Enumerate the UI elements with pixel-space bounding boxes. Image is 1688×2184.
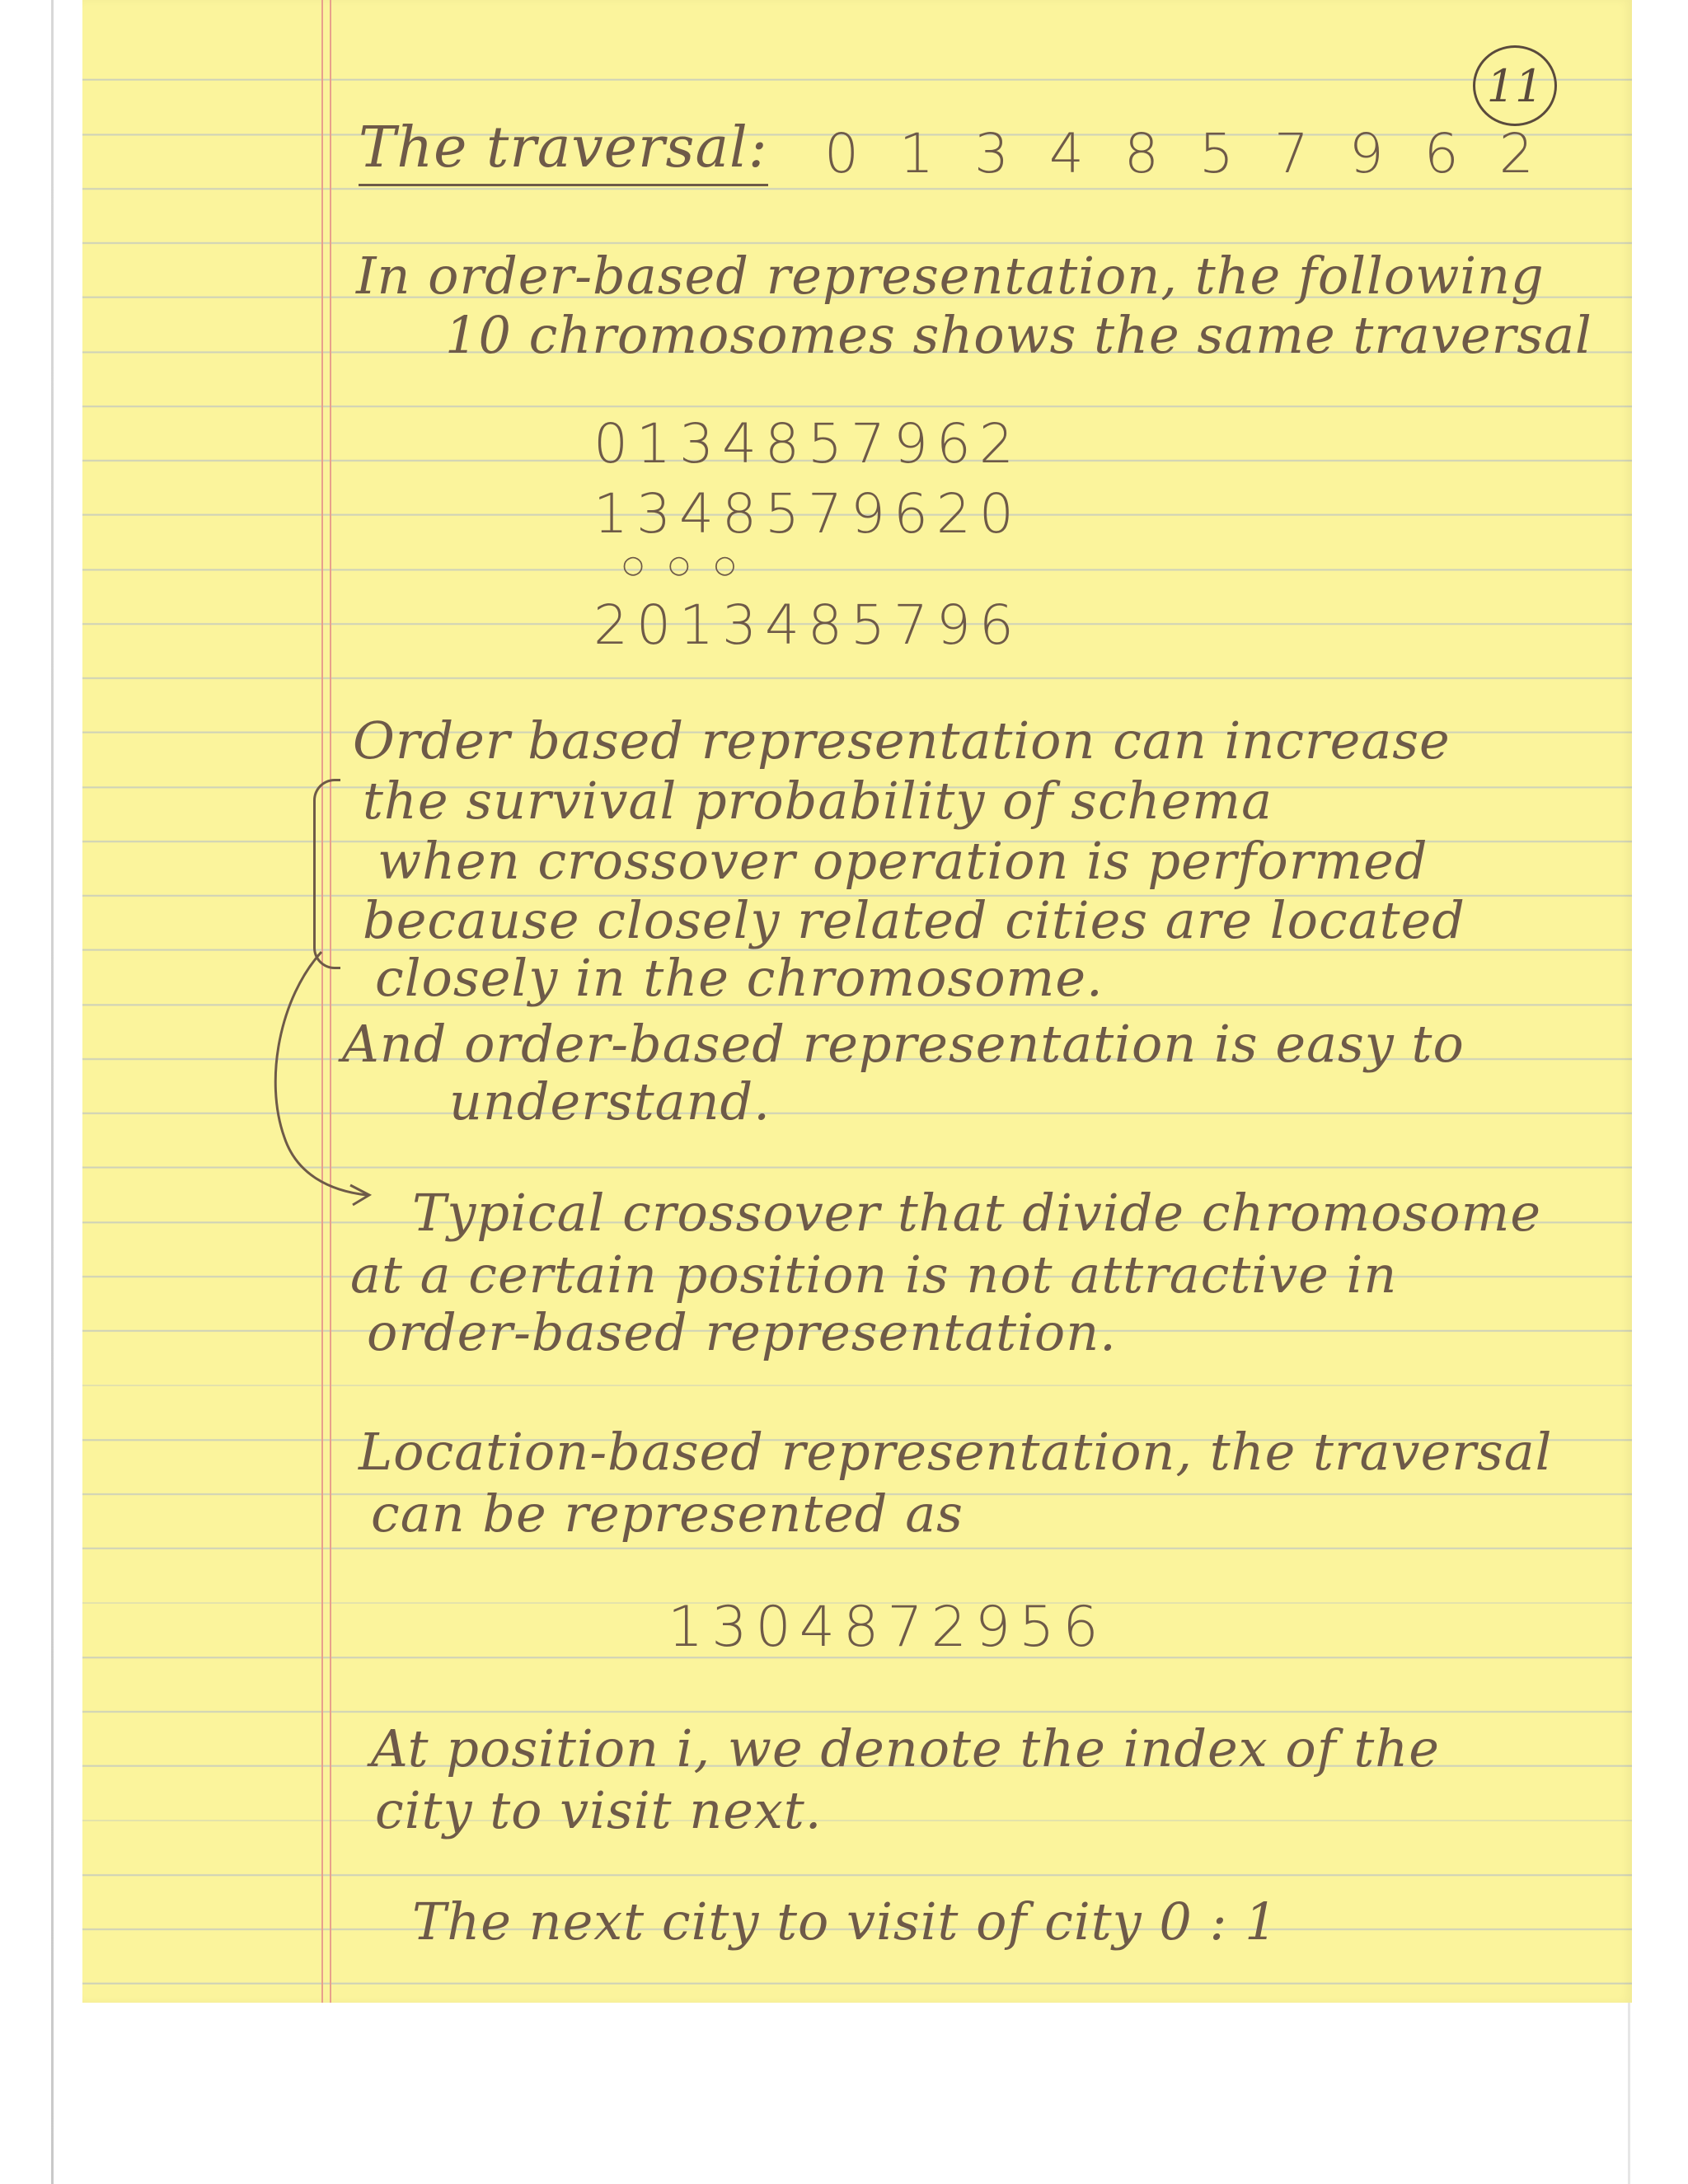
paragraph-1-line: closely in the chromosome. xyxy=(375,948,1104,1008)
paragraph-2-line: And order-based representation is easy to xyxy=(342,1014,1465,1074)
chromosome-row: 0134857962 xyxy=(593,412,1022,476)
position-note-line: At position i, we denote the index of the xyxy=(371,1718,1440,1779)
scan-edge-right xyxy=(1628,2003,1630,2184)
paragraph-3-line: at a certain position is not attractive in xyxy=(350,1244,1398,1305)
paragraph-1-line: because closely related cities are located xyxy=(363,890,1465,950)
order-based-line-1: In order-based representation, the following xyxy=(356,246,1545,306)
next-city-line: The next city to visit of city 0 : 1 xyxy=(412,1891,1278,1952)
paragraph-2-line: understand. xyxy=(449,1071,771,1132)
paragraph-3-line: Typical crossover that divide chromosome xyxy=(412,1183,1542,1243)
location-based-value: 1304872956 xyxy=(668,1595,1107,1660)
location-based-line-1: Location-based representation, the traversal xyxy=(359,1422,1553,1482)
paragraph-3-line: order-based representation. xyxy=(367,1302,1117,1362)
chromosome-row: 2013485796 xyxy=(593,593,1022,657)
ellipsis-dots: ○ ○ ○ xyxy=(622,551,744,579)
page-number-badge: 11 xyxy=(1473,45,1557,126)
paragraph-1-line: Order based representation can increase xyxy=(353,710,1451,771)
scan-edge xyxy=(51,0,54,2184)
paragraph-1-line: when crossover operation is performed xyxy=(377,831,1428,891)
order-based-line-2: 10 chromosomes shows the same traversal xyxy=(445,305,1592,365)
position-note-line: city to visit next. xyxy=(375,1780,823,1840)
paragraph-1-line: the survival probability of schema xyxy=(363,771,1273,831)
arrow-icon xyxy=(264,948,429,1228)
bracket-mark xyxy=(313,779,340,969)
location-based-line-2: can be represented as xyxy=(371,1483,964,1544)
traversal-label: The traversal: xyxy=(359,115,768,186)
chromosome-row: 1348579620 xyxy=(593,482,1022,546)
traversal-value: 0 1 3 4 8 5 7 9 6 2 xyxy=(824,122,1545,185)
